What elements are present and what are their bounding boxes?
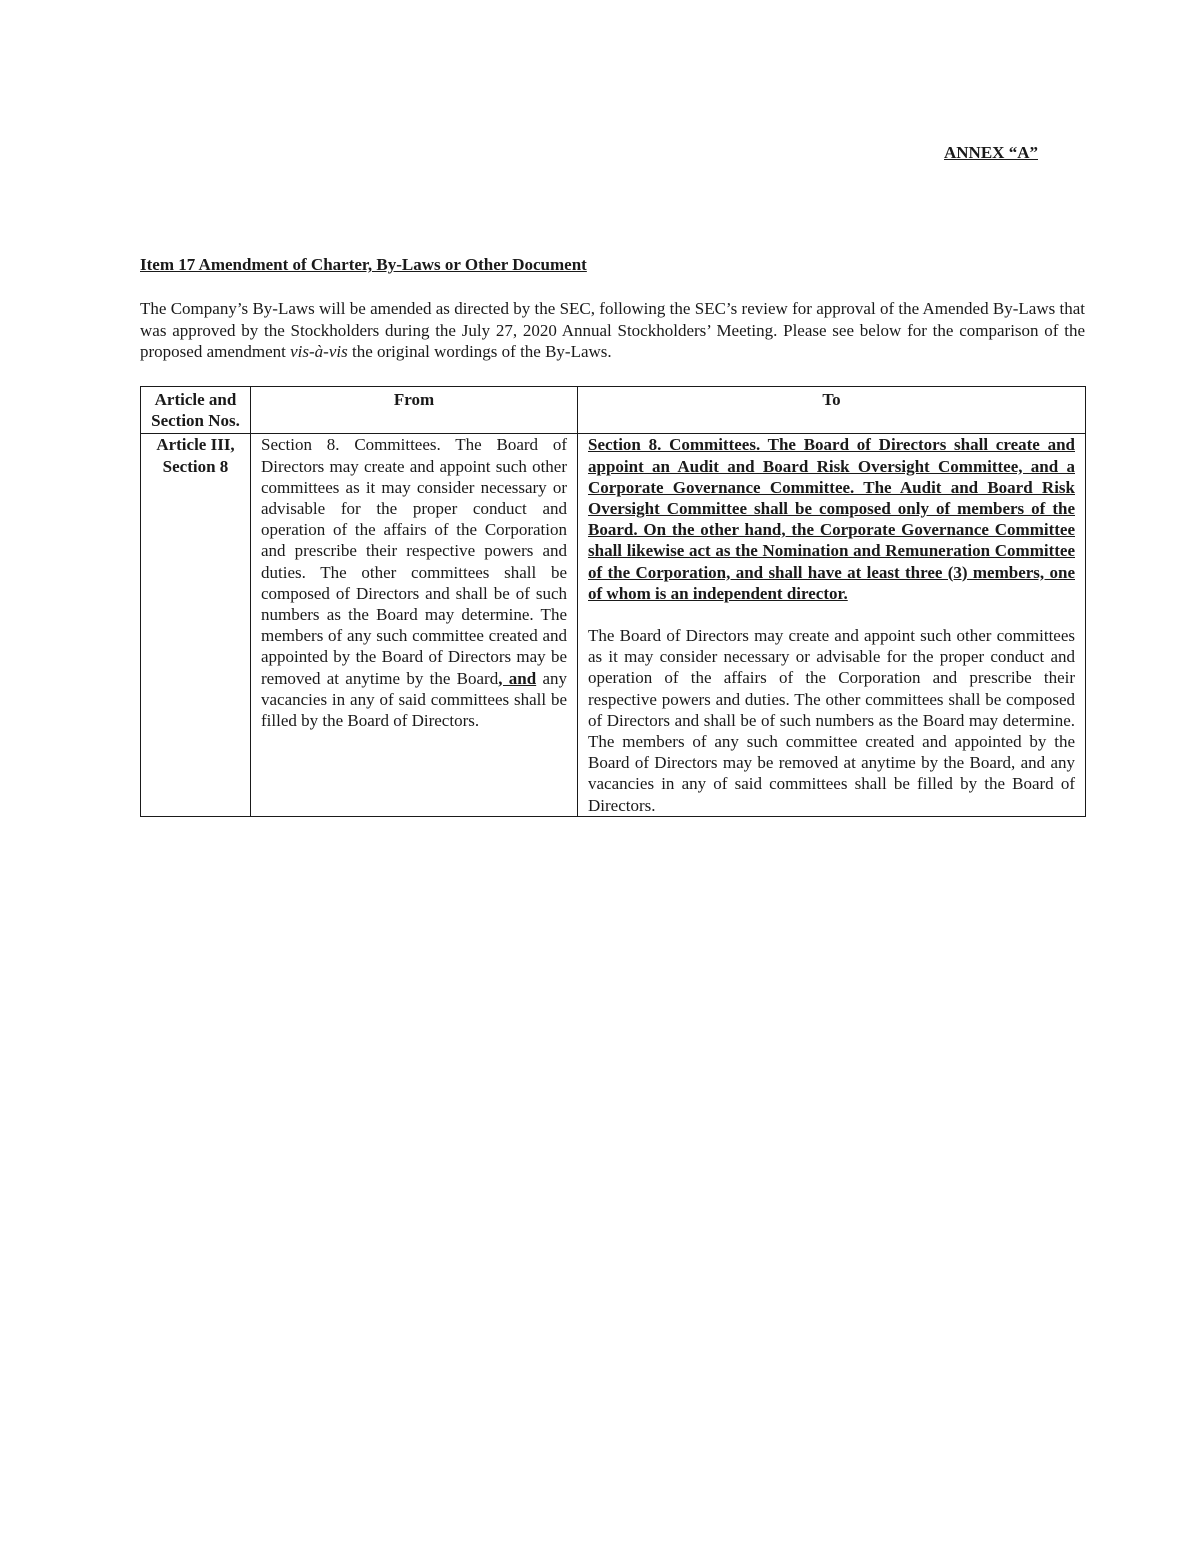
annex-title: ANNEX “A”: [944, 143, 1038, 162]
table-header-row: [141, 387, 1086, 434]
from-text-part2: any vacancies in any of said committees shall be filled by the Board of Directors.: [261, 668, 567, 731]
intro-paragraph: [140, 298, 1085, 363]
to-new-text: Section 8. Committees. The Board of Directors shall create and appoint an Audit and Board Risk Oversight Committee, and a Corporate Governance Committee. The Audit and Board Risk Oversight Committee shall be composed only of members of the Board. On the other hand, the Corporate Governance Committee shall likewise act as the Nomination and Remuneration Committee of the Corporation, and shall have at least three (3) members, one of whom is an independent director.: [588, 435, 1075, 603]
intro-emphasis: vis-à-vis: [290, 342, 348, 361]
table-row: [141, 434, 1086, 816]
from-cell: [251, 434, 578, 816]
article-cell: Article III, Section 8: [141, 434, 251, 816]
to-existing-text: The Board of Directors may create and appoint such other committees as it may consider necessary or advisable for the proper conduct and operation of the affairs of the Corporation and prescribe their respective powers and duties. The other committees shall be composed of Directors and shall be of such numbers as the Board may determine. The members of any such committee created and appointed by the Board of Directors may be removed at anytime by the Board, and any vacancies in any of said committees shall be filled by the Board of Directors.: [588, 626, 1075, 815]
intro-text-part2: the original wordings of the By-Laws.: [347, 342, 612, 361]
from-text-part1: Section 8. Committees. The Board of Directors may create and appoint such other committees as it may consider necessary or advisable for the proper conduct and operation of the affairs of the Corporation and prescribe their respective powers and duties. The other committees shall be composed of Directors and shall be of such numbers as the Board may determine. The members of any such committee created and appointed by the Board of Directors may be removed at anytime by the Board: [261, 435, 567, 688]
header-to: To: [578, 387, 1086, 434]
intro-text-part1: The Company’s By-Laws will be amended as directed by the SEC, following the SEC’s review for approval of the Amended By-Laws that was approved by the Stockholders during the July 27, 2020 Annual Stockholders’ Meeting. Please see below for the comparison of the proposed amendment: [140, 299, 1085, 361]
comparison-table: [140, 386, 1086, 817]
item-heading: Item 17 Amendment of Charter, By-Laws or Other Document: [140, 255, 587, 274]
header-article: Article and Section Nos.: [141, 387, 251, 434]
to-cell: [578, 434, 1086, 816]
from-inserted-text: , and: [498, 668, 537, 688]
header-from: From: [251, 387, 578, 434]
